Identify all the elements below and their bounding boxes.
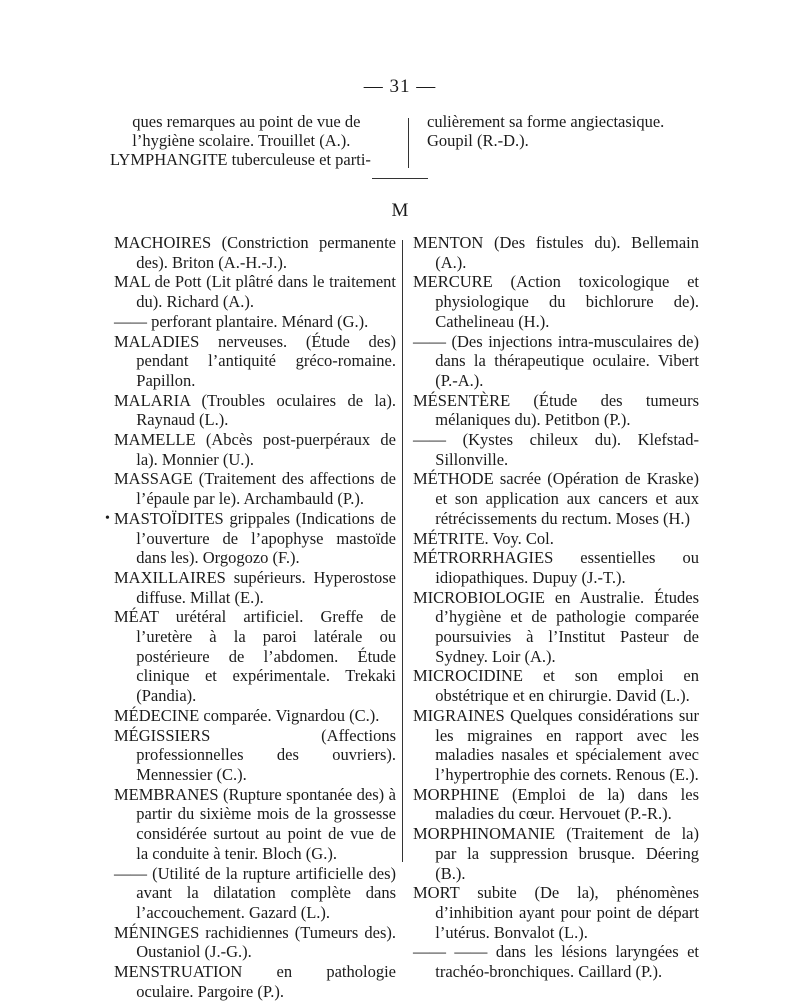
index-entry: MENSTRUATION en pathologie oculaire. Pargoire (P.). (114, 962, 396, 1001)
section-rule (372, 178, 428, 179)
index-entry: MALARIA (Troubles oculaires de la). Raynaud (L.). (114, 390, 396, 430)
continued-right-line-2: Goupil (R.-D.). (427, 131, 529, 150)
column-divider (402, 240, 403, 862)
index-entry: MÉSENTÈRE (Étude des tumeurs mélaniques du). Petitbon (P.). (413, 390, 699, 430)
index-entry-bulleted: • MASTOÏDITES grippales (Indications de l’ouverture de l’apophyse mastoïde dans les). Orgogozo (F.). (114, 509, 396, 568)
page-number: — 31 — (363, 76, 437, 97)
index-entry: MASSAGE (Traitement des affections de l’épaule par le). Archambauld (P.). (114, 469, 396, 509)
continued-line-2: l’hygiène scolaire. Trouillet (A.). (132, 131, 351, 150)
continued-line-1: ques remarques au point de vue de (132, 112, 361, 131)
index-entry: MÉAT urétéral artificiel. Greffe de l’uretère à la paroi latérale ou postérieure de l’abdomen. Étude clinique et expérimentale. Trekaki (Pandia). (114, 607, 396, 706)
index-entry: MENTON (Des fistules du). Bellemain (A.). (413, 233, 699, 272)
index-entry: MEMBRANES (Rupture spontanée des) à partir du sixième mois de la grossesse considérée surtout au point de vue de la conduite à tenir. Bloch (G.). (114, 784, 396, 863)
index-entry: MORT subite (De la), phénomènes d’inhibition ayant pour point de départ l’utérus. Bonvalot (L.). (413, 883, 699, 942)
index-entry: MAMELLE (Abcès post-puerpéraux de la). Monnier (U.). (114, 430, 396, 469)
continued-right-column (427, 112, 712, 150)
continued-right-line-1: culièrement sa forme angiectasique. (427, 112, 665, 131)
continued-block (110, 112, 710, 168)
index-entry: MÉTRITE. Voy. Col. (413, 528, 554, 548)
left-column (114, 233, 396, 1001)
continued-left-column (110, 112, 398, 169)
continued-divider (408, 118, 409, 168)
index-entry: MALADIES nerveuses. (Étude des) pendant l’antiquité gréco-romaine. Papillon. (114, 331, 396, 390)
index-entry: MERCURE (Action toxicologique et physiologique du bichlorure de). Cathelineau (H.). (413, 272, 699, 331)
index-entry: MICROBIOLOGIE en Australie. Études d’hygiène et de pathologie comparée poursuivies à l’Institut Pasteur de Sydney. Loir (A.). (413, 587, 699, 666)
index-entry: MAXILLAIRES supérieurs. Hyperostose diffuse. Millat (E.). (114, 567, 396, 607)
index-entry: MIGRAINES Quelques considérations sur les migraines en rapport avec les maladies nasales et spécialement avec l’hypertrophie des cornets. Renous (E.). (413, 705, 699, 784)
index-entry: MAL de Pott (Lit plâtré dans le traitement du). Richard (A.). (114, 272, 396, 312)
index-entry: —— (Kystes chileux du). Klefstad-Sillonville. (413, 430, 699, 469)
index-entry: MICROCIDINE et son emploi en obstétrique et en chirurgie. David (L.). (413, 666, 699, 706)
index-entry: MÉDECINE comparée. Vignardou (C.). (114, 705, 380, 725)
index-entry: —— perforant plantaire. Ménard (G.). (114, 311, 369, 331)
section-letter: M (391, 200, 409, 221)
right-column (413, 233, 699, 982)
index-entry: MÉTHODE sacrée (Opération de Kraske) et son application aux cancers et aux rétrécissements du rectum. Moses (H.) (413, 469, 699, 528)
index-entry: MÉGISSIERS (Affections professionnelles des ouvriers). Mennessier (C.). (114, 725, 396, 784)
index-entry: MACHOIRES (Constriction permanente des). Briton (A.-H.-J.). (114, 233, 396, 272)
index-entry: MÉTRORRHAGIES essentielles ou idiopathiques. Dupuy (J.-T.). (413, 548, 699, 587)
index-entry: MORPHINE (Emploi de la) dans les maladies du cœur. Hervouet (P.-R.). (413, 784, 699, 824)
index-entry: —— (Utilité de la rupture artificielle des) avant la dilatation complète dans l’accouchement. Gazard (L.). (114, 863, 396, 922)
index-entry: MÉNINGES rachidiennes (Tumeurs des). Oustaniol (J.-G.). (114, 922, 396, 962)
index-entry: —— —— dans les lésions laryngées et trachéo-bronchiques. Caillard (P.). (413, 942, 699, 982)
index-entry: —— (Des injections intra-musculaires de) dans la thérapeutique oculaire. Vibert (P.-A.). (413, 331, 699, 390)
lymphangite-entry: LYMPHANGITE tuberculeuse et parti- (110, 150, 371, 169)
index-entry: MORPHINOMANIE (Traitement de la) par la suppression brusque. Déering (B.). (413, 824, 699, 883)
